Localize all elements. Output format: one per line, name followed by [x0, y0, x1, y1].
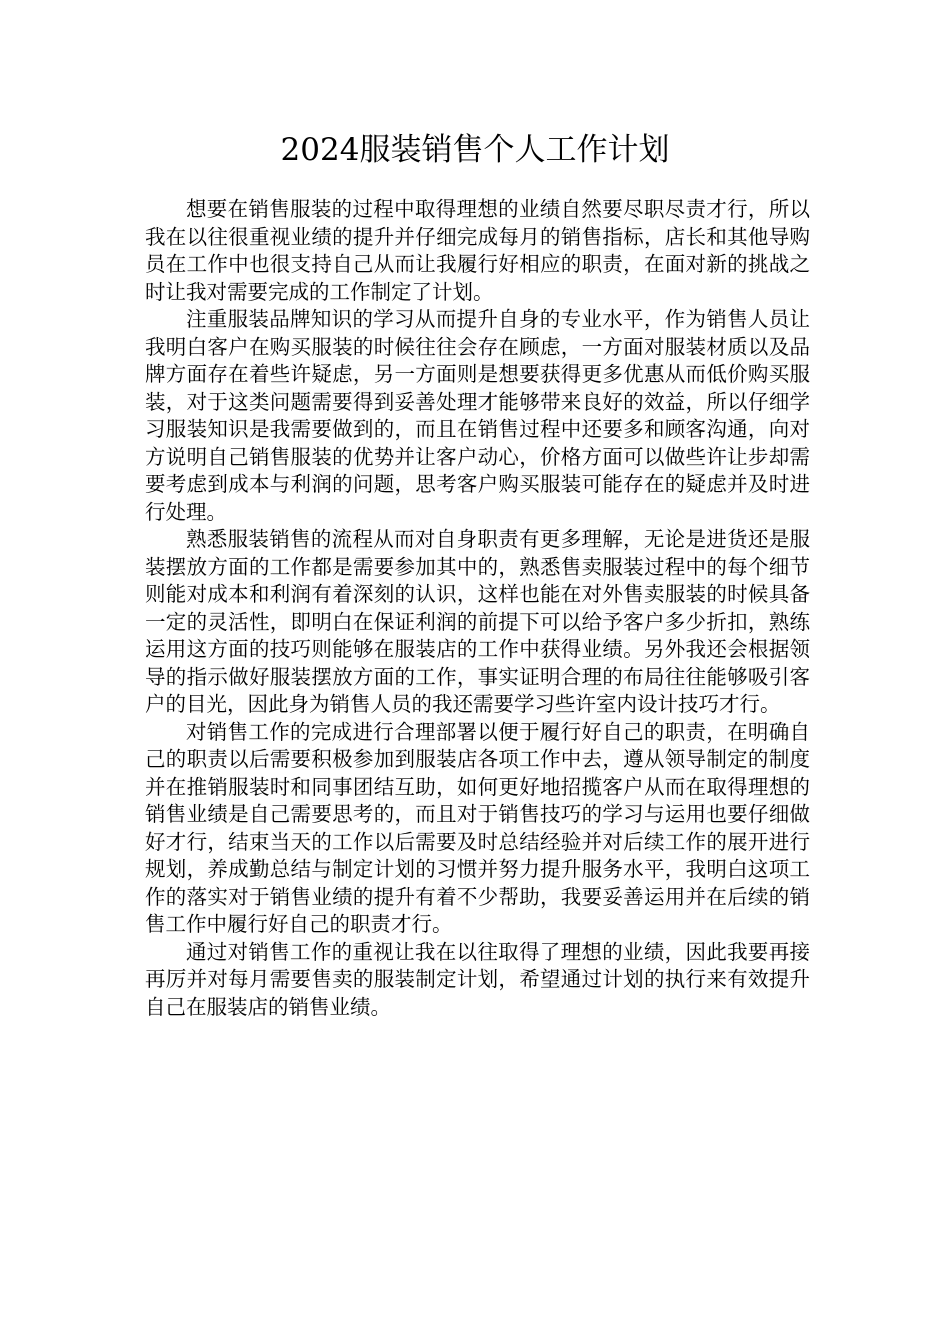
- paragraph-3: 熟悉服装销售的流程从而对自身职责有更多理解，无论是进货还是服装摆放方面的工作都是需要参加其中的，熟悉售卖服装过程中的每个细节则能对成本和利润有着深刻的认识，这样也能在对外售卖服装的时候具备一定的灵活性，即明白在保证利润的前提下可以给予客户多少折扣，熟练运用这方面的技巧则能够在服装店的工作中获得业绩。另外我还会根据领导的指示做好服装摆放方面的工作，事实证明合理的布局往往能够吸引客户的目光，因此身为销售人员的我还需要学习些许室内设计技巧才行。: [145, 527, 810, 716]
- paragraph-1: 想要在销售服装的过程中取得理想的业绩自然要尽职尽责才行，所以我在以往很重视业绩的提升并仔细完成每月的销售指标，店长和其他导购员在工作中也很支持自己从而让我履行好相应的职责，在面对新的挑战之时让我对需要完成的工作制定了计划。: [145, 197, 810, 304]
- paragraph-2: 注重服装品牌知识的学习从而提升自身的专业水平，作为销售人员让我明白客户在购买服装的时候往往会存在顾虑，一方面对服装材质以及品牌方面存在着些许疑虑，另一方面则是想要获得更多优惠从而低价购买服装，对于这类问题需要得到妥善处理才能够带来良好的效益，所以仔细学习服装知识是我需要做到的，而且在销售过程中还要多和顾客沟通，向对方说明自己销售服装的优势并让客户动心，价格方面可以做些许让步却需要考虑到成本与利润的问题，思考客户购买服装可能存在的疑虑并及时进行处理。: [145, 307, 810, 524]
- document-body: [145, 196, 810, 1021]
- paragraph-4: 对销售工作的完成进行合理部署以便于履行好自己的职责，在明确自己的职责以后需要积极参加到服装店各项工作中去，遵从领导制定的制度并在推销服装时和同事团结互助，如何更好地招揽客户从而在取得理想的销售业绩是自己需要思考的，而且对于销售技巧的学习与运用也要仔细做好才行，结束当天的工作以后需要及时总结经验并对后续工作的展开进行规划，养成勤总结与制定计划的习惯并努力提升服务水平，我明白这项工作的落实对于销售业绩的提升有着不少帮助，我要妥善运用并在后续的销售工作中履行好自己的职责才行。: [145, 719, 810, 936]
- document-title: 2024服装销售个人工作计划: [280, 132, 670, 168]
- paragraph-5: 通过对销售工作的重视让我在以往取得了理想的业绩，因此我要再接再厉并对每月需要售卖的服装制定计划，希望通过计划的执行来有效提升自己在服装店的销售业绩。: [145, 939, 810, 1019]
